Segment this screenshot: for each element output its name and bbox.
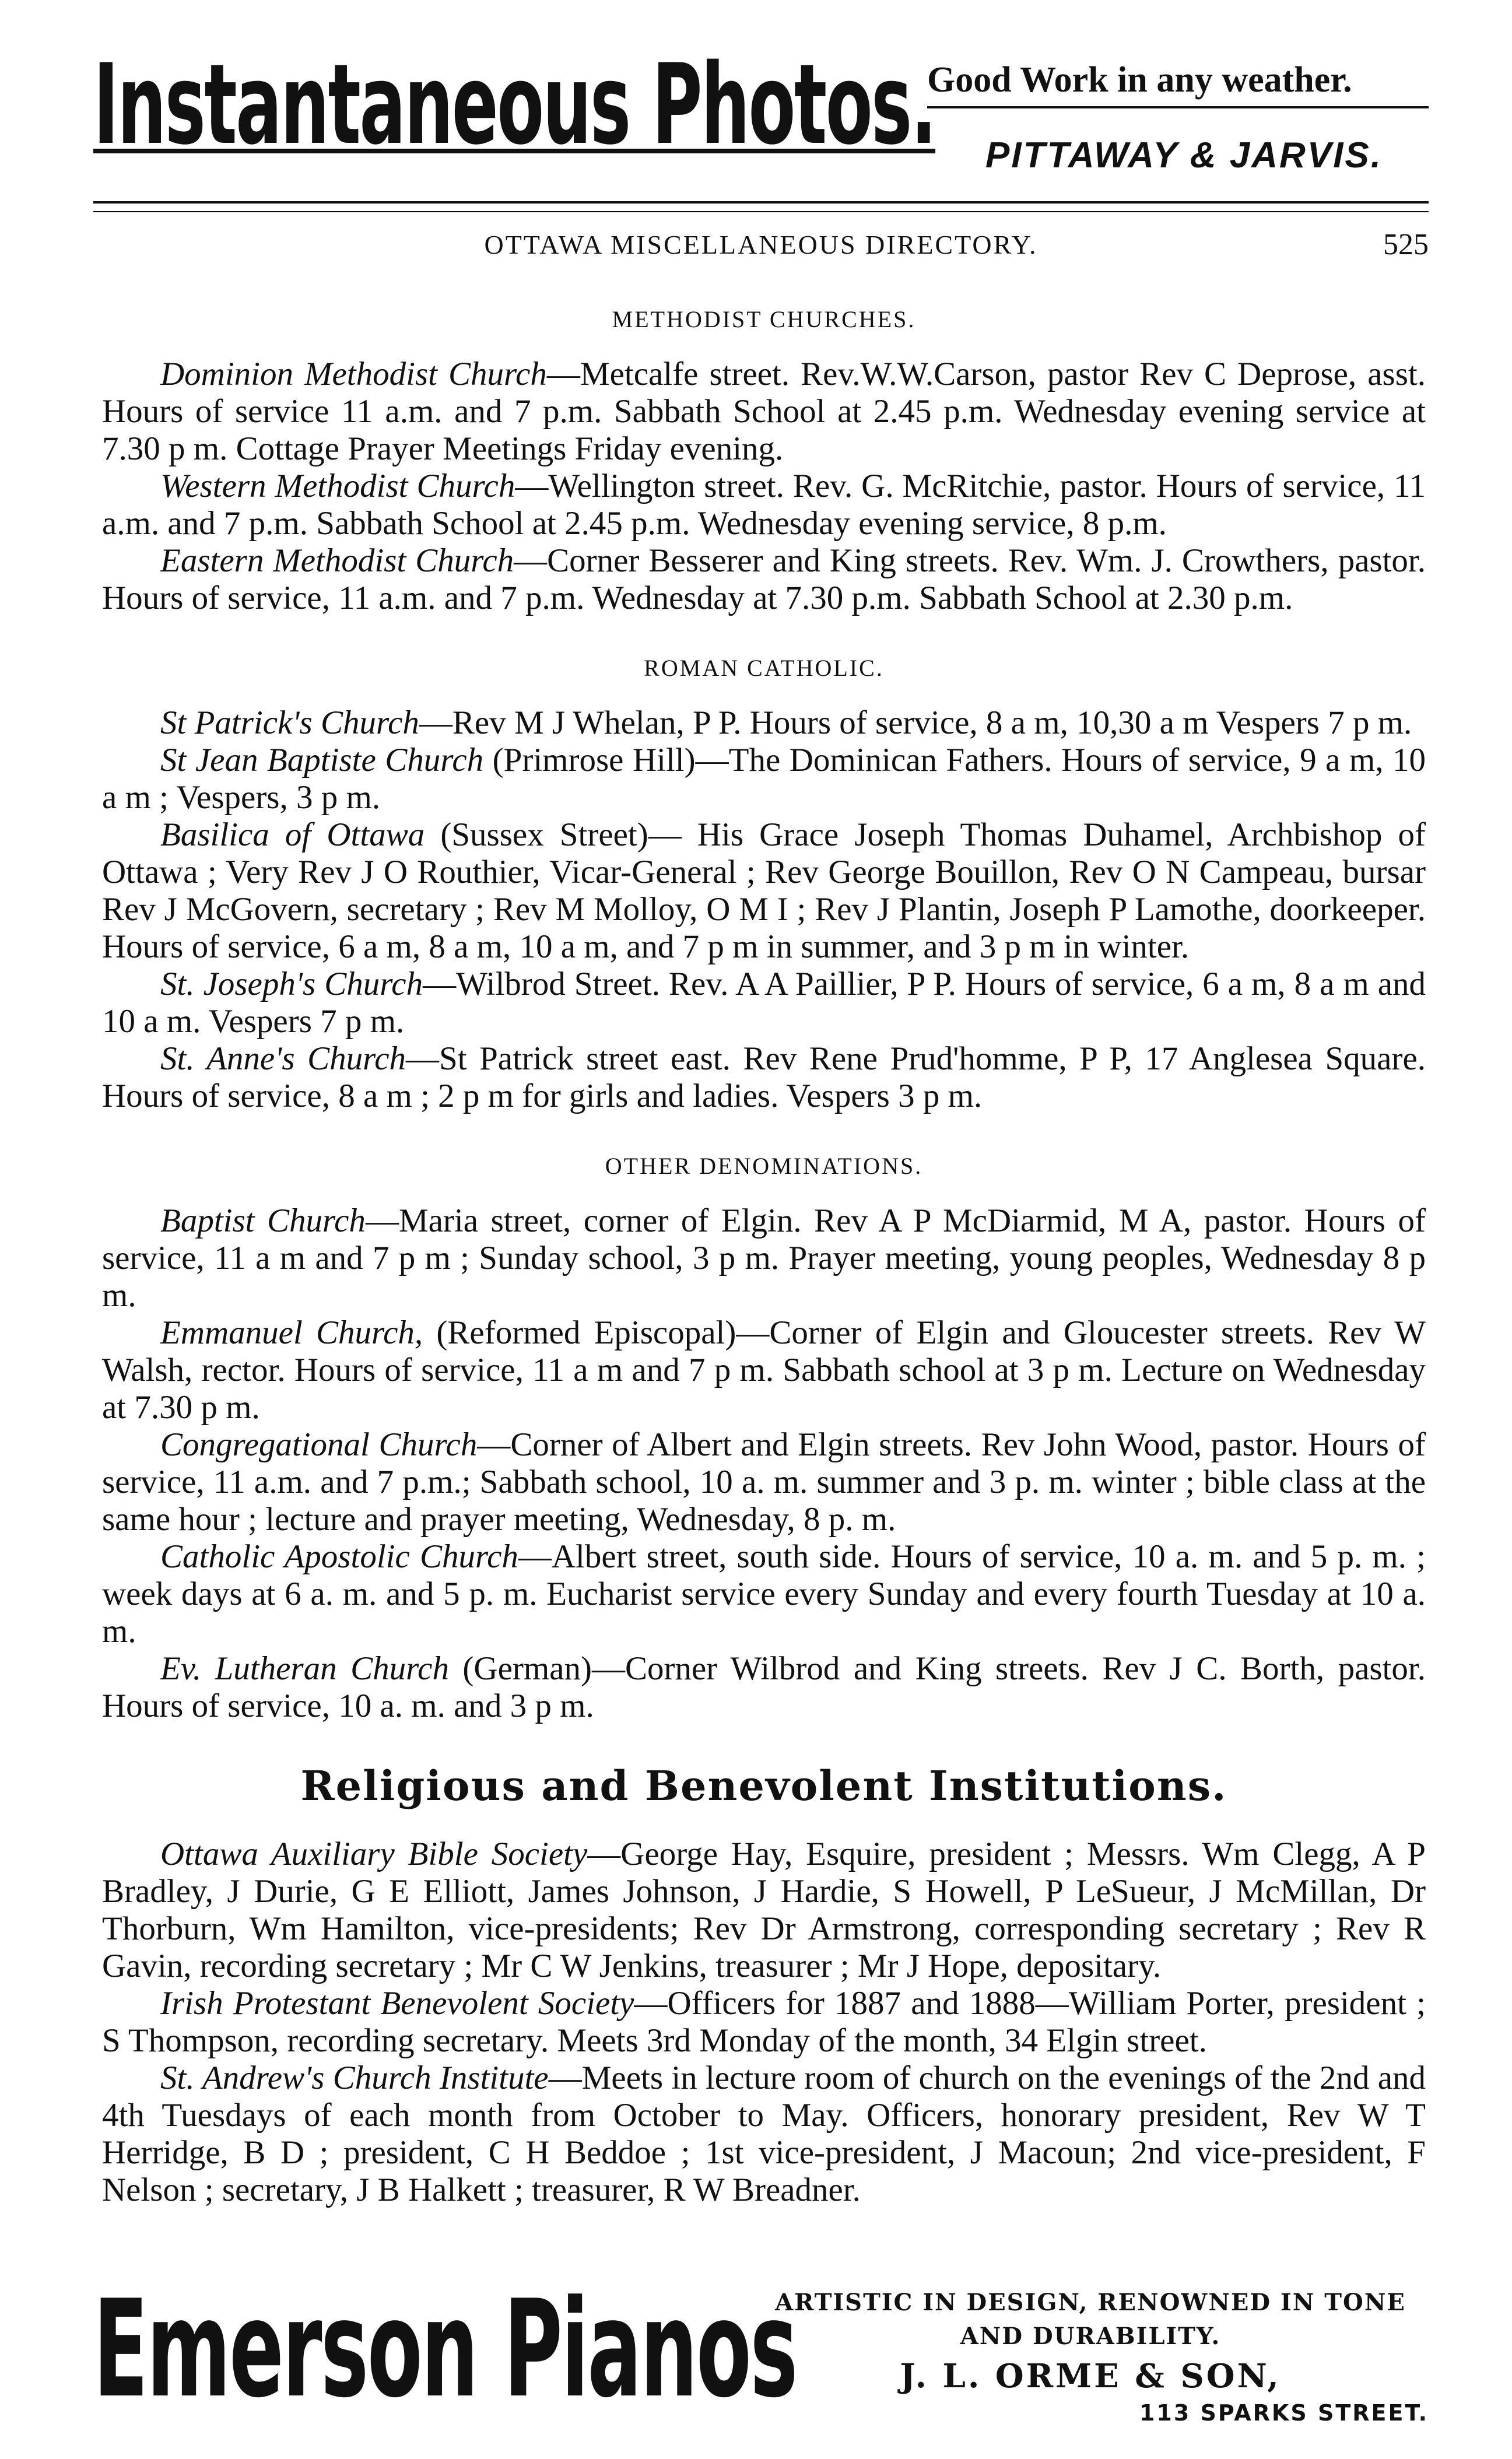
entry-name: St. Joseph's Church [160, 966, 423, 1002]
entry-name: Basilica of Ottawa [160, 816, 425, 853]
entry-name: Congregational Church [160, 1426, 478, 1463]
page-number: 525 [1383, 228, 1429, 261]
entry-text: —Rev M J Whelan, P P. Hours of service, 8 a m, 10,30 a m Vespers 7 p m. [419, 704, 1412, 741]
running-header-title: OTTAWA MISCELLANEOUS DIRECTORY. [484, 230, 1038, 259]
entry-text: —St Patrick street east. Rev Rene Prud'homme, P P, 17 Anglesea Square. Hours of service, 8 a m ; 2 p m for girls and ladies. Vespers 3 p m. [102, 1040, 1426, 1114]
running-header [93, 224, 1429, 265]
institutions-heading: Religious and Benevolent Institutions. [300, 1762, 1227, 1810]
ad-tagline-line1: ARTISTIC IN DESIGN, RENOWNED IN TONE [775, 2289, 1406, 2316]
section-heading-other-denominations: OTHER DENOMINATIONS. [605, 1153, 923, 1179]
entry-text: (Sussex Street)— His Grace Joseph Thomas Duhamel, Archbishop of Ottawa ; Very Rev J O Routhier, Vicar-General ; Rev George Bouillon, Rev O N Campeau, bursar Rev J McGovern, secretary ; Rev M Molloy, O M I ; Rev J Plantin, Joseph P Lamothe, doorkeeper. Hours of service, 6 a m, 8 a m, 10 a m, and 7 p m in summer, and 3 p m in winter. [102, 816, 1426, 965]
directory-content [102, 303, 1426, 2209]
header-rule-thin [93, 211, 1429, 212]
ad-firm-name: PITTAWAY & JARVIS. [985, 135, 1383, 176]
ad-firm-name: J. L. ORME & SON, [900, 2357, 1281, 2395]
entry-text: (Primrose Hill)—The Dominican Fathers. Hours of service, 9 a m, 10 a m ; Vespers, 3 p m. [102, 742, 1426, 816]
entry-name: Emmanuel Church, [160, 1314, 423, 1351]
directory-entry [102, 1985, 1426, 2060]
entry-text: (Reformed Episcopal)—Corner of Elgin and Gloucester streets. Rev W Walsh, rector. Hours of service, 11 a m and 7 p m. Sabbath school at 3 p m. Lecture on Wednesday at 7.30 p m. [102, 1314, 1426, 1426]
entry-text: (German)—Corner Wilbrod and King streets. Rev J C. Borth, pastor. Hours of service, 10 a. m. and 3 p m. [102, 1650, 1426, 1724]
ad-firm-address: 113 SPARKS STREET. [1139, 2400, 1429, 2426]
entry-name: Catholic Apostolic Church [160, 1538, 518, 1575]
ad-tagline: Good Work in any weather. [927, 58, 1429, 108]
entry-name: St Jean Baptiste Church [160, 742, 484, 778]
directory-entry [102, 1202, 1426, 1314]
ad-tagline [752, 2286, 1429, 2353]
directory-entry [102, 542, 1426, 617]
entry-text: —Metcalfe street. Rev.W.W.Carson, pastor Rev C Deprose, asst. Hours of service 11 a.m. and 7 p.m. Sabbath School at 2.45 p.m. Wednesday evening service at 7.30 p m. Cottage Prayer Meetings Friday evening. [102, 356, 1426, 467]
directory-entry [102, 1836, 1426, 1985]
section-heading-methodist: METHODIST CHURCHES. [612, 306, 916, 332]
entry-name: Baptist Church [160, 1202, 366, 1239]
entry-name: Irish Protestant Benevolent Society [160, 1985, 634, 2022]
entry-name: Western Methodist Church [160, 468, 515, 504]
directory-entry [102, 1426, 1426, 1538]
ad-brand-emerson-pianos: Emerson Pianos [93, 2272, 797, 2428]
directory-entry [102, 704, 1426, 742]
directory-entry [102, 1040, 1426, 1115]
entry-name: St. Andrew's Church Institute [160, 2060, 549, 2096]
bottom-advertisement [93, 2274, 1429, 2437]
entry-text: —Maria street, corner of Elgin. Rev A P McDiarmid, M A, pastor. Hours of service, 11 a m and 7 p m ; Sunday school, 3 p m. Prayer meeting, young peoples, Wednesday 8 p m. [102, 1202, 1426, 1314]
directory-entry [102, 742, 1426, 816]
directory-entry [102, 1314, 1426, 1426]
entry-text: —Wilbrod Street. Rev. A A Paillier, P P. Hours of service, 6 a m, 8 a m and 10 a m. Vespers 7 p m. [102, 966, 1426, 1040]
directory-entry [102, 468, 1426, 542]
entry-text: —Wellington street. Rev. G. McRitchie, pastor. Hours of service, 11 a.m. and 7 p.m. Sabbath School at 2.45 p.m. Wednesday evening service, 8 p.m. [102, 468, 1426, 542]
entry-text: —Corner Besserer and King streets. Rev. Wm. J. Crowthers, pastor. Hours of service, 11 a.m. and 7 p.m. Wednesday at 7.30 p.m. Sabbath School at 2.30 p.m. [102, 542, 1426, 616]
entry-name: St. Anne's Church [160, 1040, 406, 1077]
ad-tagline-line2: AND DURABILITY. [960, 2323, 1221, 2350]
top-advertisement [93, 41, 1429, 216]
directory-entry [102, 816, 1426, 966]
directory-entry [102, 356, 1426, 468]
directory-entry [102, 966, 1426, 1040]
entry-name: Ottawa Auxiliary Bible Society [160, 1836, 588, 1872]
directory-entry [102, 1650, 1426, 1725]
entry-name: Ev. Lutheran Church [160, 1650, 449, 1687]
section-heading-roman-catholic: ROMAN CATHOLIC. [644, 655, 884, 681]
entry-name: St Patrick's Church [160, 704, 419, 741]
entry-text: —Officers for 1887 and 1888—William Porter, president ; S Thompson, recording secretary. Meets 3rd Monday of the month, 34 Elgin street. [102, 1985, 1426, 2059]
entry-name: Eastern Methodist Church [160, 542, 514, 579]
entry-name: Dominion Methodist Church [160, 356, 547, 392]
directory-entry [102, 2060, 1426, 2209]
entry-text: —Meets in lecture room of church on the evenings of the 2nd and 4th Tuesdays of each month from October to May. Officers, honorary president, Rev W T Herridge, B D ; president, C H Beddoe ; 1st vice-president, J Macoun; 2nd vice-president, F Nelson ; secretary, J B Halkett ; treasurer, R W Breadner. [102, 2060, 1426, 2208]
entry-text: —Corner of Albert and Elgin streets. Rev John Wood, pastor. Hours of service, 11 a.m. and 7 p.m.; Sabbath school, 10 a. m. summer and 3 p. m. winter ; bible class at the same hour ; lecture and prayer meeting, Wednesday, 8 p. m. [102, 1426, 1426, 1538]
entry-text: —Albert street, south side. Hours of service, 10 a. m. and 5 p. m. ; week days at 6 a. m. and 5 p. m. Eucharist service every Sunday and every fourth Tuesday at 10 a. m. [102, 1538, 1426, 1650]
entry-text: —George Hay, Esquire, president ; Messrs. Wm Clegg, A P Bradley, J Durie, G E Elliott, James Johnson, J Hardie, S Howell, P LeSueur, J McMillan, Dr Thorburn, Wm Hamilton, vice-presidents; Rev Dr Armstrong, corresponding secretary ; Rev R Gavin, recording secretary ; Mr C W Jenkins, treasurer ; Mr J Hope, depositary. [102, 1836, 1426, 1984]
ad-brand-instantaneous-photos: Instantaneous Photos. [93, 40, 936, 169]
directory-entry [102, 1538, 1426, 1650]
header-rule-thick [93, 201, 1429, 204]
